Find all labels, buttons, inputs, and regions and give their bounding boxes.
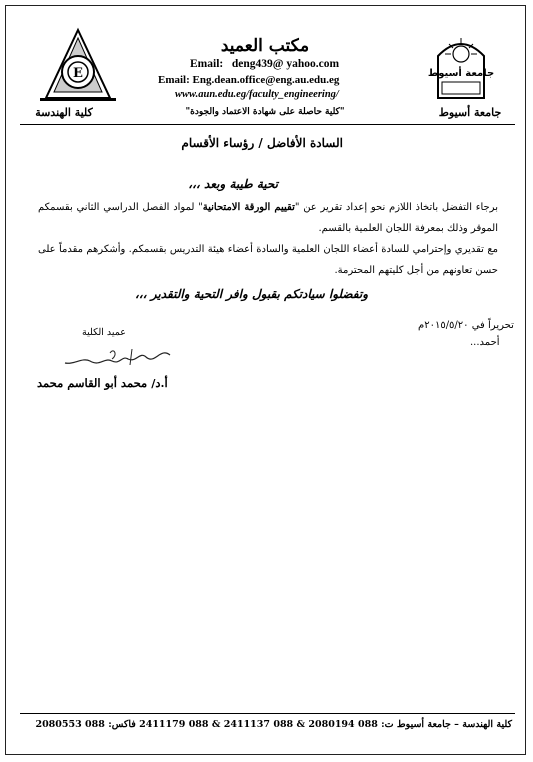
dean-signature xyxy=(60,343,175,373)
faculty-name: كلية الهندسة xyxy=(35,106,93,119)
university-logo-text: جامعة أسيوط xyxy=(427,68,495,79)
letter-date: تحريراً في ٢٠١٥/٥/٢٠م xyxy=(418,320,514,331)
dean-name: أ.د/ محمد أبو القاسم محمد xyxy=(37,376,168,390)
dean-title: عميد الكلية xyxy=(82,327,126,338)
footer-contact: كلية الهندسة – جامعة أسيوط ت: 088 2080194 & 088 2411137 & 088 2411179 فاكس: 088 2080553 xyxy=(35,719,512,730)
university-logo xyxy=(427,30,495,100)
svg-text:E: E xyxy=(73,66,83,81)
email-line-2: Email: Eng.dean.office@eng.au.edu.eg xyxy=(158,74,340,86)
para1-bold: تقييم الورقة الامتحانية xyxy=(202,202,295,213)
prepared-by: أحمد... xyxy=(470,337,500,348)
email-line-1 xyxy=(190,58,339,70)
email-1: deng439@ yahoo.com xyxy=(231,58,340,70)
closing: وتفضلوا سيادتكم بقبول وافر التحية والتقدير ،،، xyxy=(134,287,368,301)
header-divider xyxy=(20,124,515,125)
paragraph-1 xyxy=(38,197,498,239)
accreditation-note: "كلية حاصلة على شهادة الاعتماد والجودة" xyxy=(185,107,345,117)
para1-part1: برجاء التفضل باتخاذ اللازم نحو إعداد تقرير عن " xyxy=(294,202,498,213)
faculty-logo xyxy=(38,28,118,106)
greeting: تحية طيبة وبعد ،،، xyxy=(188,177,278,191)
email-label: Email: xyxy=(190,58,224,70)
paragraph-2: مع تقديري وإحترامي للسادة أعضاء اللجان العلمية والسادة أعضاء هيئة التدريس بقسمكم. وأشكرهم مقدماً على حسن تعاونهم من أجل كليتهم المحترمة. xyxy=(38,244,498,276)
recipients: السادة الأفاضل / رؤساء الأقسام xyxy=(181,136,343,150)
website-url: www.aun.edu.eg/faculty_engineering/ xyxy=(175,89,339,100)
office-title: مكتب العميد xyxy=(220,36,310,56)
university-name: جامعة أسيوط xyxy=(438,106,502,119)
para1-part2: " لمواد الفصل الدراسي الثاني بقسمكم الموقر وذلك بمعرفة اللجان العلمية بالقسم. xyxy=(38,202,498,234)
footer-divider xyxy=(20,713,515,714)
